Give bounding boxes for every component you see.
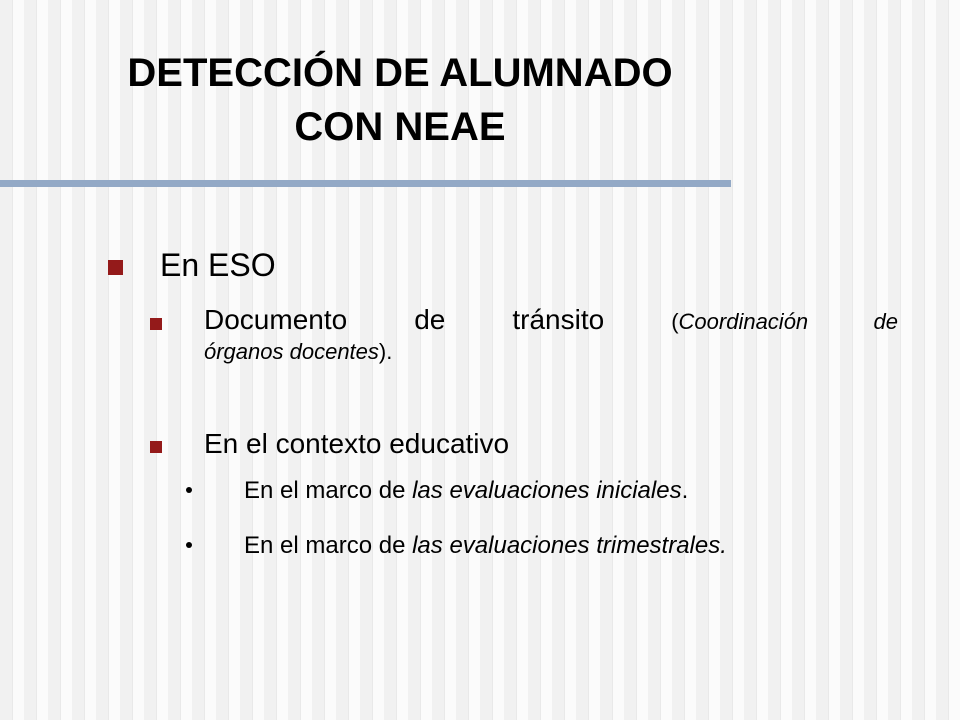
transit-document-line-2 [204, 338, 898, 366]
square-bullet-icon [108, 260, 123, 275]
sub1-end: . [681, 477, 689, 504]
transit-document-line-1 [204, 304, 898, 338]
dot-bullet-icon [186, 542, 192, 548]
transit-document-label: Documento de tránsito [204, 304, 605, 335]
sub2-italic: las evaluaciones trimestrales. [412, 532, 727, 559]
level1-text: En ESO [160, 247, 276, 283]
title-underline [0, 180, 731, 187]
sub2-plain: En el marco de [244, 532, 413, 559]
square-bullet-icon [150, 441, 162, 453]
sub1-italic: las evaluaciones iniciales [412, 477, 682, 504]
paren-close: ). [378, 339, 393, 364]
educational-context-item: En el contexto educativo [204, 428, 510, 459]
title-line-2: CON NEAE [294, 105, 506, 149]
quarterly-evaluations-item [244, 531, 727, 561]
slide-title [70, 46, 730, 154]
sub1-plain: En el marco de [244, 477, 413, 504]
initial-evaluations-item [244, 476, 688, 506]
teaching-bodies-text: órganos docentes [204, 339, 379, 364]
title-line-1: DETECCIÓN DE ALUMNADO [127, 51, 673, 95]
dot-bullet-icon [186, 487, 192, 493]
paren-open: ( [671, 309, 679, 334]
square-bullet-icon [150, 318, 162, 330]
transit-document-item [204, 304, 898, 366]
coordination-text: Coordinación de [678, 309, 898, 334]
